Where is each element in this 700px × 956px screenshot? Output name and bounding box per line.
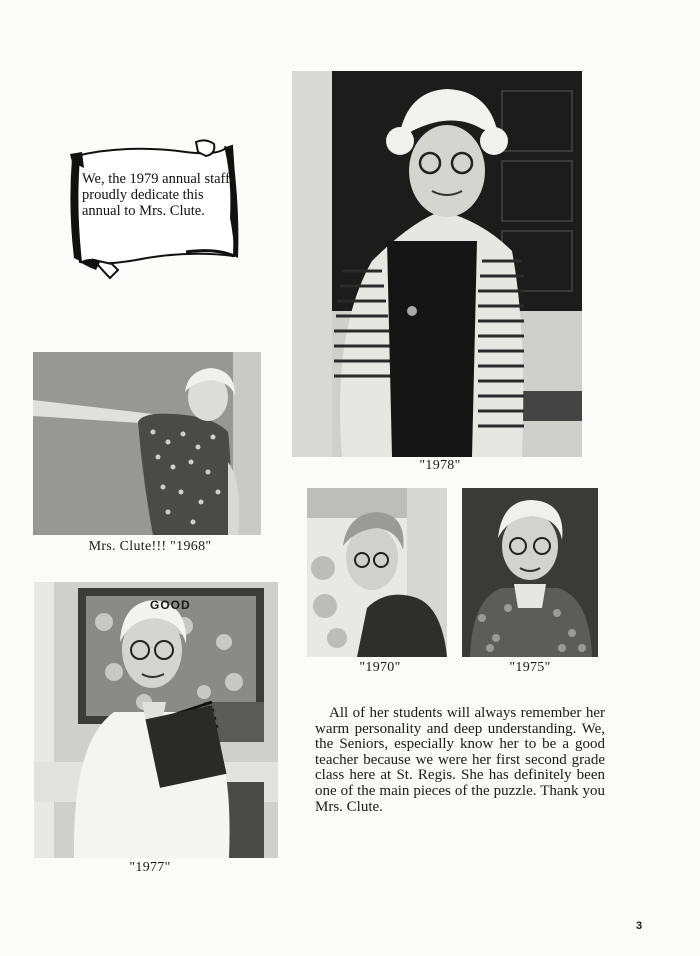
photo-1977 <box>34 582 278 858</box>
caption-1968: Mrs. Clute!!! "1968" <box>88 539 212 554</box>
photo-1975 <box>462 488 598 657</box>
photo-1968 <box>33 352 261 535</box>
caption-1977: "1977" <box>129 860 171 875</box>
bulletin-board-text: GOOD <box>150 598 191 612</box>
caption-1970: "1970" <box>359 660 401 675</box>
page-number: 3 <box>636 920 643 932</box>
photo-1978 <box>292 71 582 457</box>
photo-1970 <box>307 488 447 657</box>
caption-1978: "1978" <box>419 458 461 473</box>
dedication-text: We, the 1979 annual staff proudly dedicate this annual to Mrs. Clute. <box>82 171 230 219</box>
tribute-paragraph: All of her students will always remember her warm personality and deep understanding. We, the Seniors, especially know her to be a good teacher because we were her first second grade class here at St. Regis. She has definitely been one of the main pieces of the puzzle. Thank you Mrs. Clute. <box>315 705 605 815</box>
caption-1975: "1975" <box>509 660 551 675</box>
